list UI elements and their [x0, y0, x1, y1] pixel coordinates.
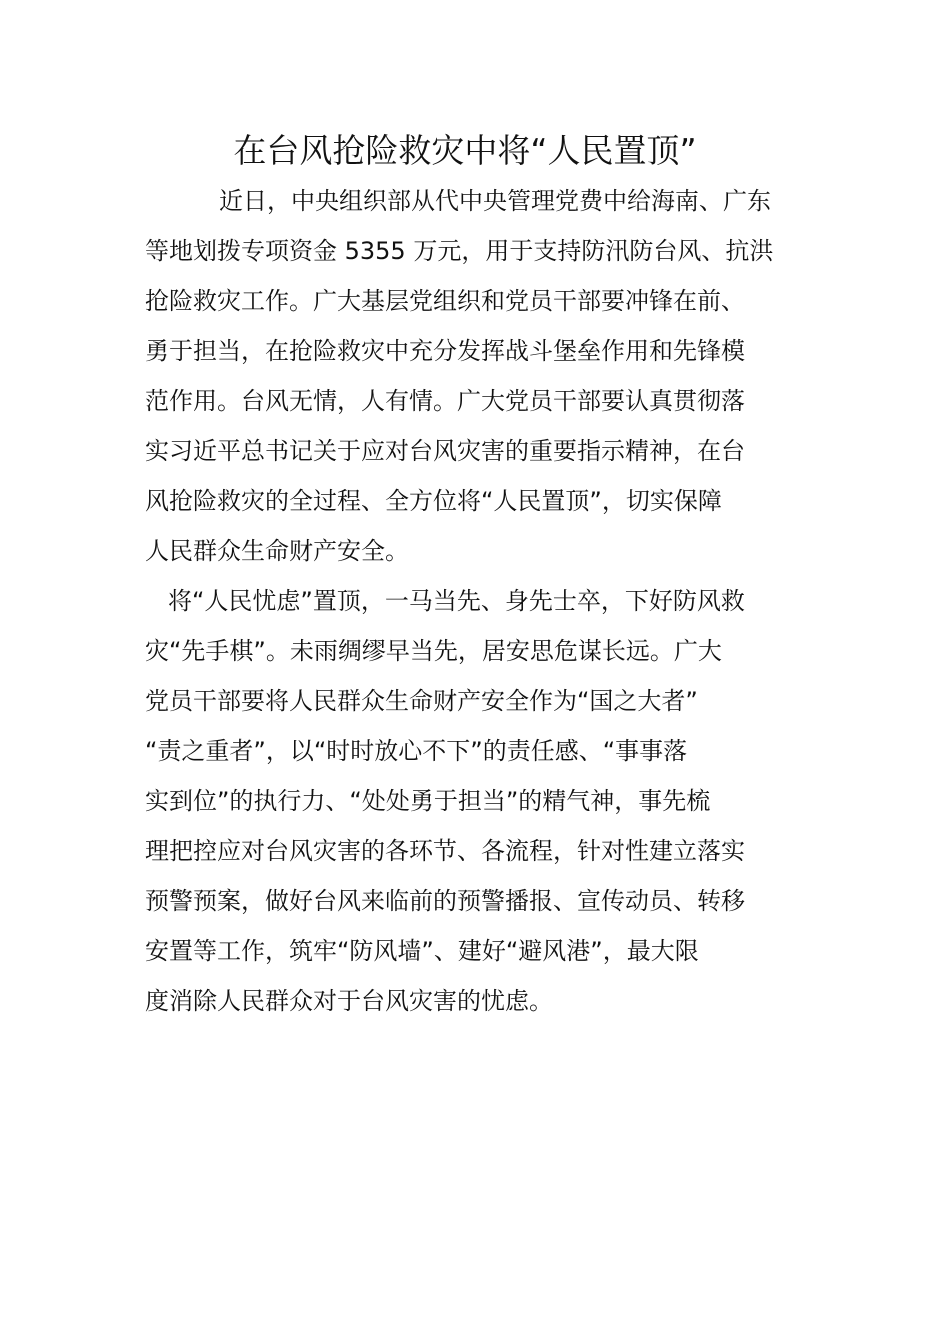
paragraph-2-line-3: 党员干部要将人民群众生命财产安全作为“国之大者”: [145, 687, 698, 715]
paragraph-2-line-6: 理把控应对台风灾害的各环节、各流程，针对性建立落实: [145, 837, 745, 865]
paragraph-1-line-4: 勇于担当，在抢险救灾中充分发挥战斗堡垒作用和先锋模: [145, 337, 745, 365]
paragraph-1-line-6: 实习近平总书记关于应对台风灾害的重要指示精神，在台: [145, 437, 745, 465]
paragraph-1-line-3: 抢险救灾工作。广大基层党组织和党员干部要冲锋在前、: [145, 287, 745, 315]
paragraph-1-line-1: 近日，中央组织部从代中央管理党费中给海南、广东: [219, 187, 771, 215]
paragraph-1-line-7: 风抢险救灾的全过程、全方位将“人民置顶”，切实保障: [145, 487, 722, 515]
paragraph-1-line-2: 等地划拨专项资金 5355 万元，用于支持防汛防台风、抗洪: [145, 237, 774, 265]
paragraph-2-line-4: “责之重者”，以“时时放心不下”的责任感、“事事落: [145, 737, 688, 765]
paragraph-2-line-7: 预警预案，做好台风来临前的预警播报、宣传动员、转移: [145, 887, 745, 915]
paragraph-2-line-5: 实到位”的执行力、“处处勇于担当”的精气神，事先梳: [145, 787, 711, 815]
paragraph-1-line-8: 人民群众生命财产安全。: [145, 537, 409, 565]
paragraph-2-line-8: 安置等工作，筑牢“防风墙”、建好“避风港”，最大限: [145, 937, 699, 965]
paragraph-1-line-5: 范作用。台风无情，人有情。广大党员干部要认真贯彻落: [145, 387, 745, 415]
paragraph-2-line-1: 将“人民忧虑”置顶，一马当先、身先士卒，下好防风救: [168, 587, 745, 615]
paragraph-2-line-9: 度消除人民群众对于台风灾害的忧虑。: [145, 987, 553, 1015]
paragraph-2-line-2: 灾“先手棋”。未雨绸缪早当先，居安思危谋长远。广大: [145, 637, 722, 665]
document-body: [145, 176, 807, 1026]
document-title: 在台风抢险救灾中将“人民置顶”: [233, 131, 697, 170]
